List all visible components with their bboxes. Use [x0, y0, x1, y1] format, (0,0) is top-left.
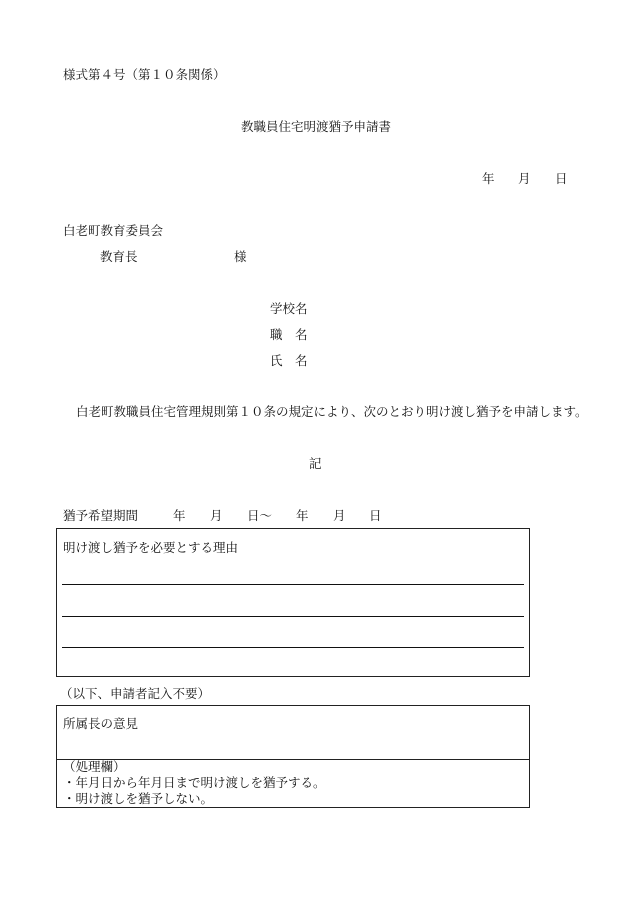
form-title: 教職員住宅明渡猶予申請書 — [241, 119, 392, 134]
staff-only-note: （以下、申請者記入不要） — [60, 686, 211, 701]
office-divider — [57, 759, 529, 760]
recipient-honorific: 様 — [234, 249, 247, 264]
date-month: 月 — [518, 171, 531, 186]
reason-line-3[interactable] — [62, 647, 524, 648]
period-day-start: 日～ — [247, 508, 273, 523]
date-day: 日 — [555, 171, 568, 186]
recipient-org: 白老町教育委員会 — [63, 223, 164, 238]
reason-line-2[interactable] — [62, 616, 524, 617]
form-number: 様式第４号（第１０条関係） — [63, 67, 226, 82]
reason-box — [56, 528, 530, 677]
name-label: 氏 名 — [270, 353, 308, 368]
period-label: 猶予希望期間 — [63, 508, 139, 523]
reason-label: 明け渡し猶予を必要とする理由 — [63, 540, 239, 555]
period-year-end: 年 — [296, 508, 309, 523]
period-month-start: 月 — [210, 508, 223, 523]
disposition-option-grant: ・年月日から年月日まで明け渡しを猶予する。 — [63, 775, 326, 790]
office-box — [56, 705, 530, 808]
date-year: 年 — [482, 171, 495, 186]
reason-line-1[interactable] — [62, 584, 524, 585]
disposition-option-deny: ・明け渡しを猶予しない。 — [63, 791, 214, 806]
period-day-end: 日 — [369, 508, 382, 523]
position-label: 職 名 — [270, 327, 308, 342]
disposition-header: （処理欄） — [63, 759, 126, 774]
ki-heading: 記 — [309, 456, 322, 471]
period-year-start: 年 — [173, 508, 186, 523]
principal-opinion-label: 所属長の意見 — [63, 716, 139, 731]
statement-text: 白老町教職員住宅管理規則第１０条の規定により、次のとおり明け渡し猶予を申請します。 — [76, 404, 588, 419]
period-month-end: 月 — [333, 508, 346, 523]
recipient-title: 教育長 — [100, 249, 138, 264]
school-name-label: 学校名 — [270, 301, 308, 316]
